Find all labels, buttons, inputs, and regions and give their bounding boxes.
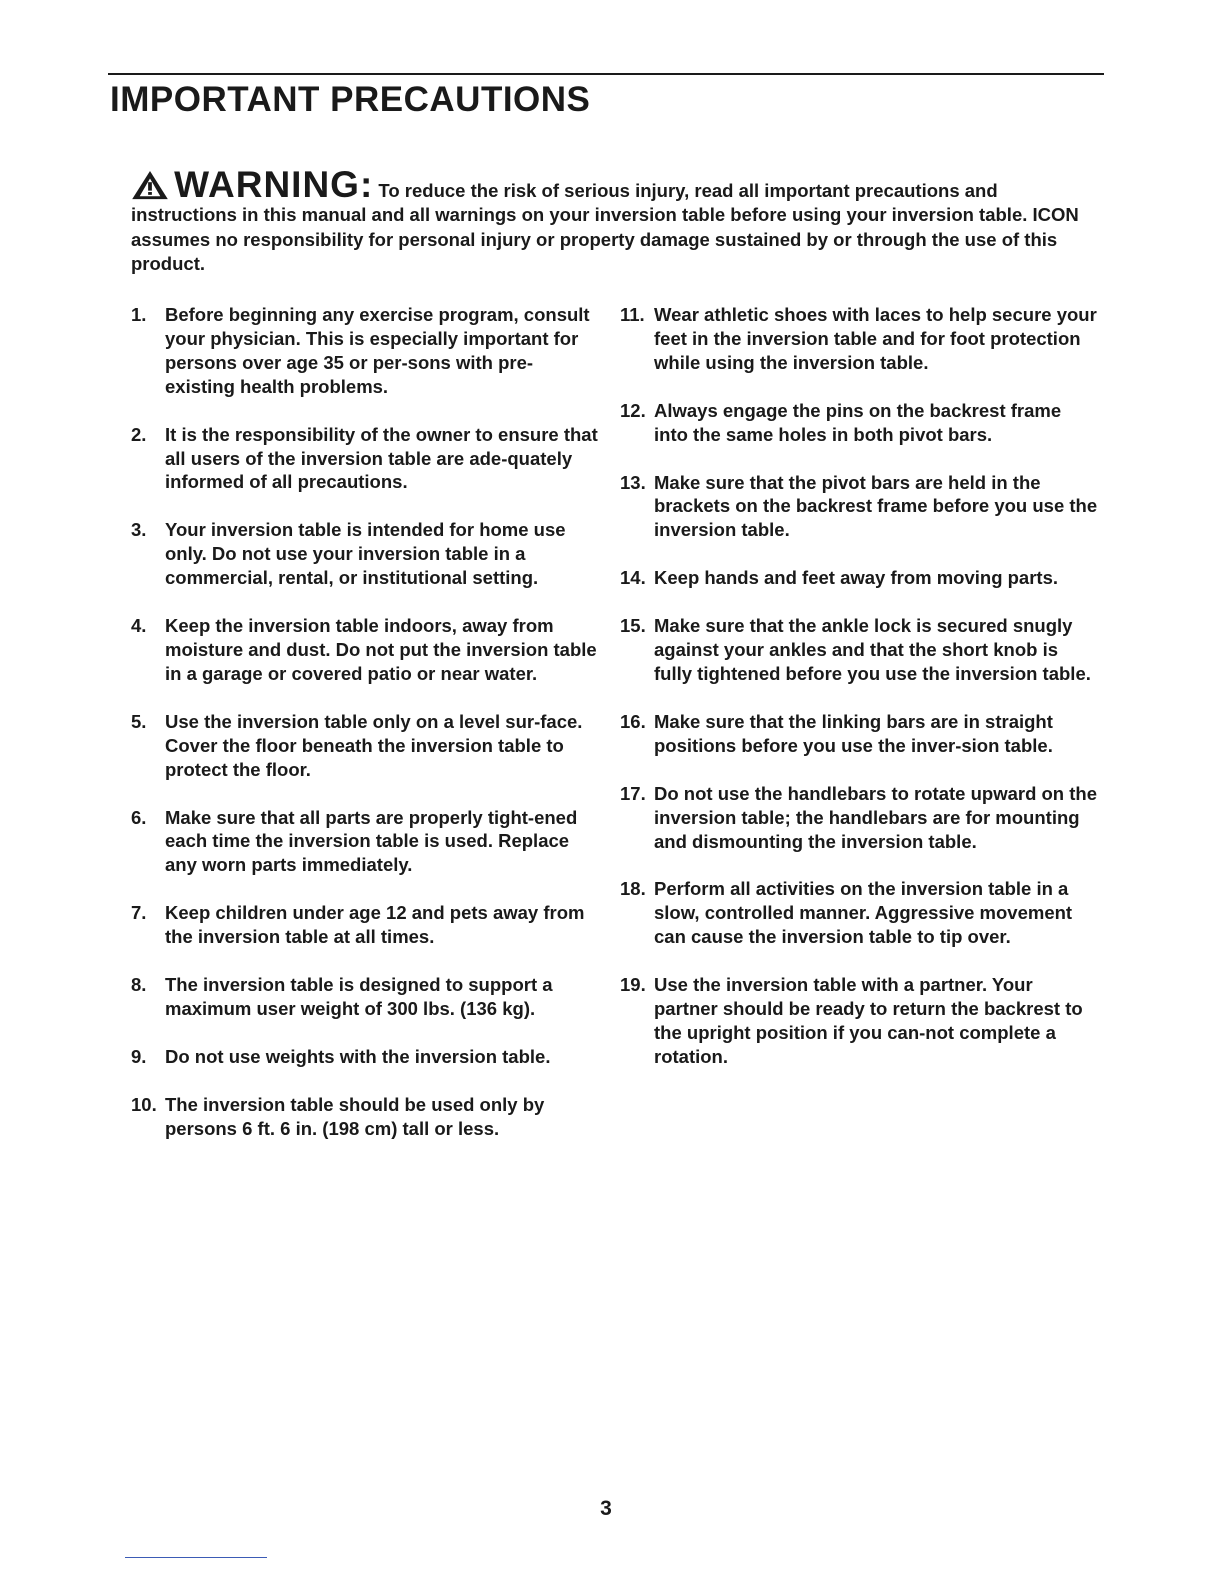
precaution-item <box>131 710 599 782</box>
item-number: 7. <box>131 902 147 924</box>
item-text: The inversion table should be used only by persons 6 ft. 6 in. (198 cm) tall or less. <box>165 1093 545 1139</box>
top-rule <box>108 73 1104 75</box>
item-number: 15. <box>620 615 646 637</box>
item-text: Use the inversion table only on a level sur-face. Cover the floor beneath the inversion table to protect the floor. <box>165 710 583 780</box>
bottom-link-rule <box>125 1557 267 1558</box>
item-text: Keep hands and feet away from moving parts. <box>654 567 1059 589</box>
item-number: 11. <box>620 304 645 325</box>
precaution-item <box>131 303 599 399</box>
item-text: Keep the inversion table indoors, away from moisture and dust. Do not put the inversion table in a garage or covered patio or near water. <box>165 615 597 684</box>
precaution-item <box>620 782 1100 854</box>
item-text: Make sure that the linking bars are in straight positions before you use the inver-sion table. <box>654 710 1053 756</box>
item-text: Always engage the pins on the backrest frame into the same holes in both pivot bars. <box>654 399 1062 445</box>
precaution-item <box>620 877 1100 949</box>
precaution-item <box>620 614 1100 686</box>
item-number: 2. <box>131 423 147 445</box>
page-number: 3 <box>600 1497 612 1520</box>
item-number: 9. <box>131 1045 147 1067</box>
item-number: 8. <box>131 974 147 996</box>
item-text: Do not use weights with the inversion table. <box>165 1045 551 1067</box>
item-number: 19. <box>620 974 646 996</box>
item-number: 12. <box>620 399 646 421</box>
item-text: It is the responsibility of the owner to ensure that all users of the inversion table are ade-quately informed of all precautions. <box>165 423 598 493</box>
precaution-item <box>620 399 1100 447</box>
page-title: IMPORTANT PRECAUTIONS <box>110 80 591 119</box>
item-number: 18. <box>620 878 646 900</box>
precaution-item <box>131 1093 599 1141</box>
precaution-item <box>131 614 599 686</box>
item-text: Make sure that the pivot bars are held in the brackets on the backrest frame before you use the inversion table. <box>654 471 1098 541</box>
item-number: 10. <box>131 1093 157 1115</box>
item-number: 14. <box>620 567 646 589</box>
precaution-item <box>131 518 599 590</box>
item-text: Keep children under age 12 and pets away from the inversion table at all times. <box>165 902 585 948</box>
item-number: 13. <box>620 471 646 493</box>
precaution-item <box>131 1045 599 1069</box>
item-text: Your inversion table is intended for home use only. Do not use your inversion table in a commercial, rental, or institutional setting. <box>165 519 566 589</box>
precaution-item <box>131 901 599 949</box>
item-text: Make sure that all parts are properly tight-ened each time the inversion table is used. Replace any worn parts immediately. <box>165 806 578 876</box>
item-text: Make sure that the ankle lock is secured snugly against your ankles and that the short knob is fully tightened before you use the inversion table. <box>654 615 1091 684</box>
warning-paragraph <box>131 164 1081 276</box>
item-number: 1. <box>131 304 147 325</box>
item-text: Perform all activities on the inversion table in a slow, controlled manner. Aggressive movement can cause the inversion table to tip over. <box>654 878 1073 948</box>
precaution-item <box>620 303 1100 375</box>
precaution-item <box>620 566 1100 590</box>
item-number: 6. <box>131 806 147 828</box>
item-number: 5. <box>131 710 147 732</box>
precaution-item <box>620 973 1100 1069</box>
precaution-item <box>131 973 599 1021</box>
precaution-item <box>620 710 1100 758</box>
item-number: 4. <box>131 615 147 637</box>
precaution-item <box>131 806 599 878</box>
warning-triangle-icon <box>131 170 169 200</box>
item-text: Wear athletic shoes with laces to help secure your feet in the inversion table and for foot protection while using the inversion table. <box>654 304 1097 373</box>
item-text: Do not use the handlebars to rotate upward on the inversion table; the handlebars are for mounting and dismounting the inversion table. <box>654 782 1097 852</box>
precautions-right-column <box>620 303 1100 1069</box>
precautions-left-column <box>131 303 599 1141</box>
item-text: The inversion table is designed to support a maximum user weight of 300 lbs. (136 kg). <box>165 974 553 1019</box>
precaution-item <box>620 471 1100 543</box>
item-number: 17. <box>620 782 646 804</box>
warning-text: To reduce the risk of serious injury, read all important precautions and instructions in this manual and all warnings on your inversion table before using your inversion table. ICON assumes no responsibility for personal injury or property damage sustained by or through the use of this product. <box>131 180 1079 274</box>
item-number: 3. <box>131 519 147 541</box>
item-number: 16. <box>620 710 646 732</box>
item-text: Use the inversion table with a partner. Your partner should be ready to return the backrest to the upright position if you can-not complete a rotation. <box>654 974 1083 1067</box>
warning-label: WARNING: <box>174 164 374 205</box>
precaution-item <box>131 423 599 495</box>
item-text: Before beginning any exercise program, consult your physician. This is especially important for persons over age 35 or per-sons with pre-existing health problems. <box>165 304 590 397</box>
